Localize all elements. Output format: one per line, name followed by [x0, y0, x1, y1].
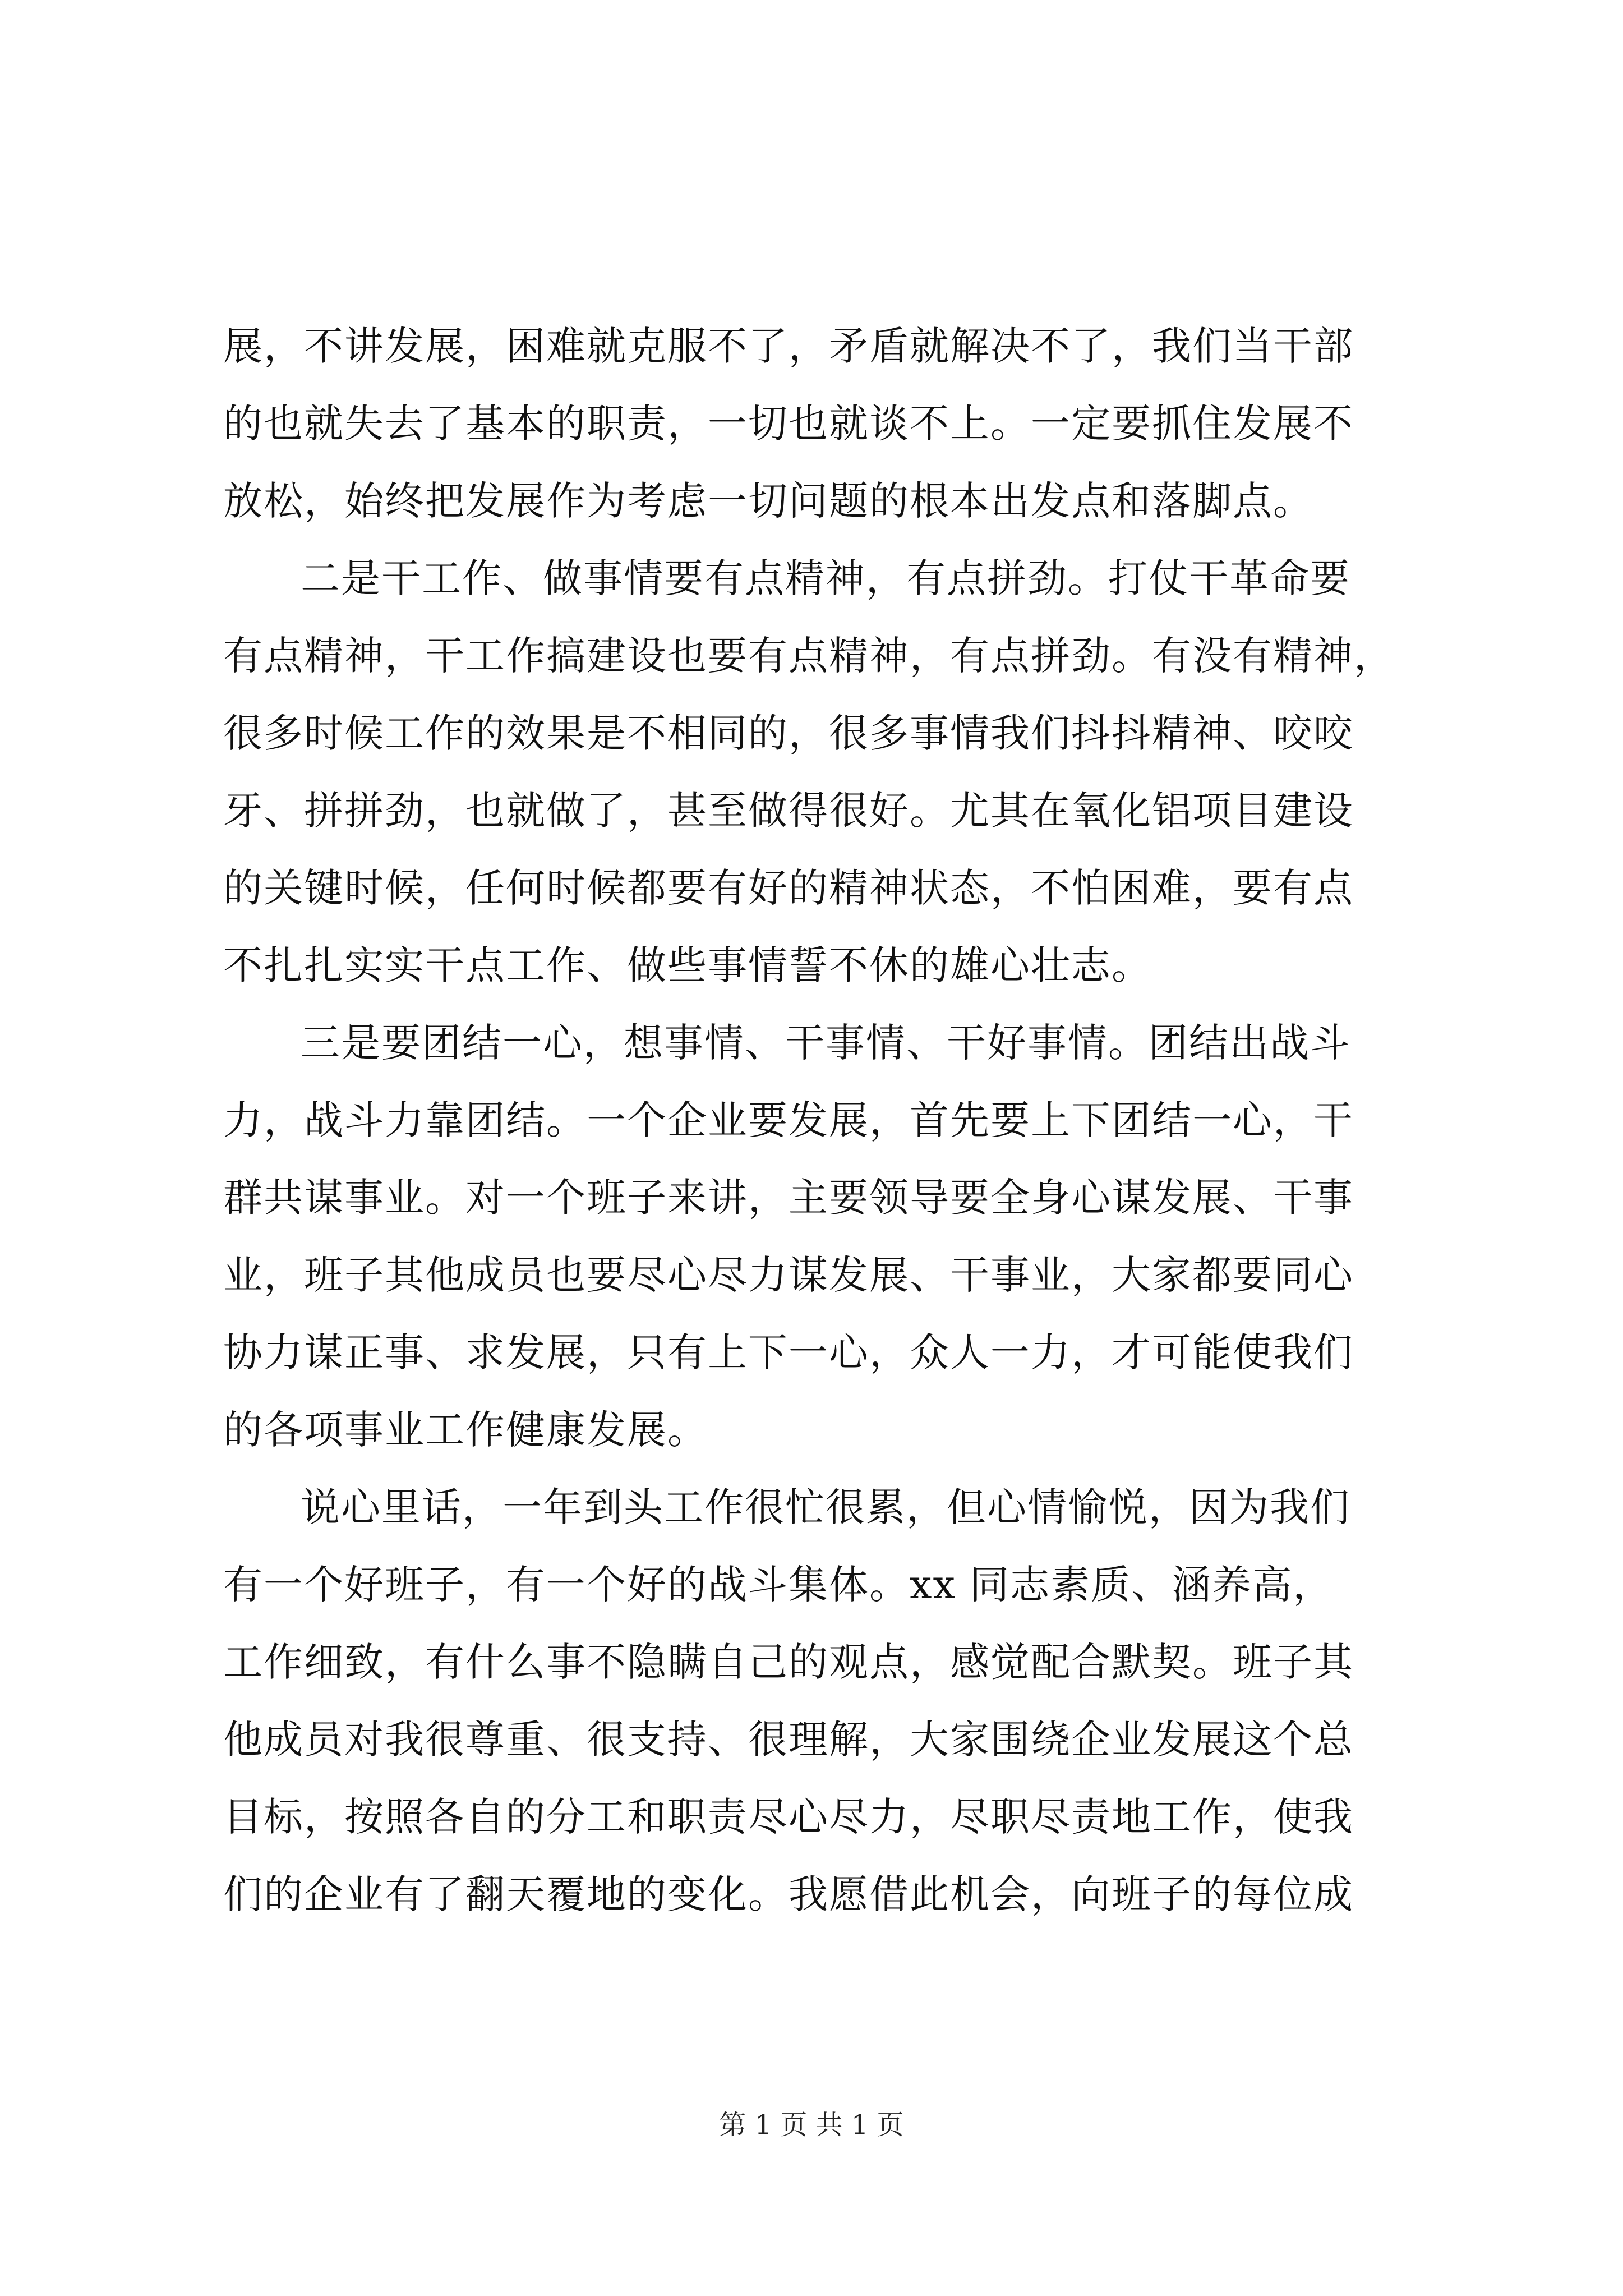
text-line: 放松，始终把发展作为考虑一切问题的根本出发点和落脚点。 — [223, 478, 1313, 524]
text-line: 目标，按照各自的分工和职责尽心尽力，尽职尽责地工作，使我 — [223, 1794, 1354, 1840]
text-line: 展，不讲发展，困难就克服不了，矛盾就解决不了，我们当干部 — [223, 323, 1354, 369]
text-line: 的关键时候，任何时候都要有好的精神状态，不怕困难，要有点 — [223, 865, 1354, 911]
paragraph-first-line: 说心里话，一年到头工作很忙很累，但心情愉悦，因为我们 — [301, 1484, 1350, 1530]
text-line: 协力谋正事、求发展，只有上下一心，众人一力，才可能使我们 — [223, 1329, 1354, 1375]
text-line: 他成员对我很尊重、很支持、很理解，大家围绕企业发展这个总 — [223, 1717, 1354, 1763]
text-line: 力，战斗力靠团结。一个企业要发展，首先要上下团结一心，干 — [223, 1097, 1354, 1143]
text-line: 们的企业有了翻天覆地的变化。我愿借此机会，向班子的每位成 — [223, 1871, 1354, 1917]
text-line: 的各项事业工作健康发展。 — [223, 1407, 708, 1453]
text-line: 很多时候工作的效果是不相同的，很多事情我们抖抖精神、咬咬 — [223, 710, 1354, 756]
text-line: 群共谋事业。对一个班子来讲，主要领导要全身心谋发展、干事 — [223, 1175, 1354, 1221]
text-line: 业，班子其他成员也要尽心尽力谋发展、干事业，大家都要同心 — [223, 1252, 1354, 1298]
text-line: 的也就失去了基本的职责，一切也就谈不上。一定要抓住发展不 — [223, 401, 1354, 447]
text-line: 牙、拼拼劲，也就做了，甚至做得很好。尤其在氧化铝项目建设 — [223, 788, 1354, 834]
text-line: 不扎扎实实干点工作、做些事情誓不休的雄心壮志。 — [223, 942, 1152, 988]
text-line: 工作细致，有什么事不隐瞒自己的观点，感觉配合默契。班子其 — [223, 1639, 1354, 1685]
text-line: 有一个好班子，有一个好的战斗集体。xx 同志素质、涵养高， — [223, 1562, 1334, 1608]
paragraph-first-line: 三是要团结一心，想事情、干事情、干好事情。团结出战斗 — [301, 1020, 1350, 1066]
paragraph-first-line: 二是干工作、做事情要有点精神，有点拼劲。打仗干革命要 — [301, 555, 1350, 601]
text-line: 有点精神，干工作搞建设也要有点精神，有点拼劲。有没有精神， — [223, 633, 1394, 679]
page-number: 第 1 页 共 1 页 — [719, 2109, 904, 2141]
